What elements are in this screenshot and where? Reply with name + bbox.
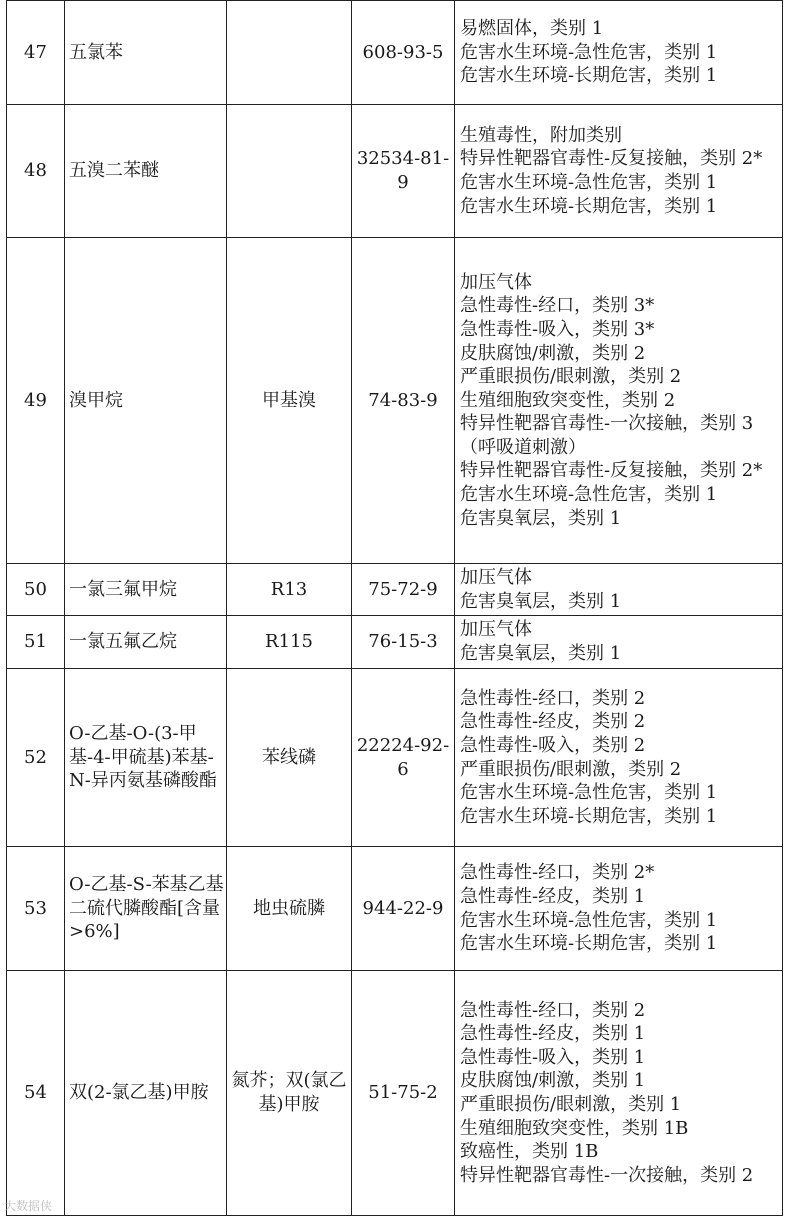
row-number: 49: [7, 238, 65, 564]
hazard-item: 生殖毒性，附加类别: [460, 124, 622, 146]
hazard-classification: [455, 616, 783, 669]
hazard-item: 生殖细胞致突变性，类别 1B: [460, 1117, 689, 1139]
hazard-classification: [455, 971, 783, 1216]
table-body: [7, 1, 783, 1216]
cas-number: 608-93-5: [352, 1, 455, 105]
hazard-item: 危害水生环境-急性危害，类别 1: [460, 484, 718, 506]
hazard-item: 特异性靶器官毒性-一次接触，类别 2: [460, 1164, 754, 1186]
table-row: [7, 847, 783, 971]
hazard-item: 危害臭氧层，类别 1: [460, 643, 622, 664]
table-row: [7, 1, 783, 105]
hazard-item: 急性毒性-经口，类别 2*: [460, 862, 655, 884]
chemical-alias: [227, 105, 352, 238]
hazard-item: 危害水生环境-长期危害，类别 1: [460, 805, 718, 827]
hazard-item: 急性毒性-吸入，类别 3*: [460, 318, 655, 340]
hazard-item: 危害水生环境-长期危害，类别 1: [460, 195, 718, 217]
cas-number: 944-22-9: [352, 847, 455, 971]
chemical-name: O-乙基-O-(3-甲基-4-甲硫基)苯基-N-异丙氨基磷酸酯: [65, 669, 227, 847]
table-row: [7, 616, 783, 669]
hazard-item: 特异性靶器官毒性-反复接触，类别 2*: [460, 460, 763, 482]
hazard-item: 危害水生环境-急性危害，类别 1: [460, 41, 718, 63]
hazard-item: 危害水生环境-急性危害，类别 1: [460, 782, 718, 804]
watermark: 大数据侠: [4, 1199, 53, 1213]
chemical-alias: [227, 1, 352, 105]
hazardous-chemicals-table: [6, 0, 783, 1216]
hazard-item: 特异性靶器官毒性-一次接触，类别 3（呼吸道刺激）: [460, 413, 754, 458]
cas-number: 51-75-2: [352, 971, 455, 1216]
cas-number: 22224-92-6: [352, 669, 455, 847]
hazard-item: 危害水生环境-长期危害，类别 1: [460, 933, 718, 955]
hazard-item: 急性毒性-经口，类别 2: [460, 687, 646, 709]
chemical-name: 双(2-氯乙基)甲胺: [65, 971, 227, 1216]
hazard-item: 生殖细胞致突变性，类别 2: [460, 389, 676, 411]
hazard-item: 急性毒性-经皮，类别 1: [460, 1023, 646, 1045]
chemical-name: 五溴二苯醚: [65, 105, 227, 238]
cas-number: 32534-81-9: [352, 105, 455, 238]
chemical-name: 溴甲烷: [65, 238, 227, 564]
hazard-item: 危害臭氧层，类别 1: [460, 590, 622, 612]
hazard-item: 危害水生环境-长期危害，类别 1: [460, 65, 718, 87]
chemical-alias: R115: [227, 616, 352, 669]
cas-number: 76-15-3: [352, 616, 455, 669]
chemical-alias: 氮芥；双(氯乙基)甲胺: [227, 971, 352, 1216]
chemical-alias: 甲基溴: [227, 238, 352, 564]
row-number: 54: [7, 971, 65, 1216]
hazard-item: 特异性靶器官毒性-反复接触，类别 2*: [460, 148, 763, 170]
hazard-item: 急性毒性-吸入，类别 1: [460, 1046, 646, 1068]
row-number: 50: [7, 564, 65, 616]
hazard-item: 加压气体: [460, 271, 532, 293]
chemical-name: 一氯三氟甲烷: [65, 564, 227, 616]
cas-number: 74-83-9: [352, 238, 455, 564]
hazard-item: 加压气体: [460, 619, 532, 641]
hazard-item: 严重眼损伤/眼刺激，类别 2: [460, 758, 682, 780]
hazard-item: 严重眼损伤/眼刺激，类别 1: [460, 1094, 682, 1115]
row-number: 53: [7, 847, 65, 971]
hazard-item: 皮肤腐蚀/刺激，类别 2: [460, 342, 646, 364]
hazard-classification: [455, 1, 783, 105]
hazard-item: 加压气体: [460, 566, 532, 588]
hazard-item: 危害水生环境-急性危害，类别 1: [460, 172, 718, 193]
table-row: [7, 971, 783, 1216]
chemical-alias: 苯线磷: [227, 669, 352, 847]
hazard-item: 急性毒性-经口，类别 2: [460, 999, 646, 1021]
hazard-classification: [455, 847, 783, 971]
chemical-name: O-乙基-S-苯基乙基二硫代膦酸酯[含量>6%]: [65, 847, 227, 971]
hazard-item: 致癌性，类别 1B: [460, 1141, 599, 1163]
hazard-classification: [455, 238, 783, 564]
chemical-alias: R13: [227, 564, 352, 616]
hazard-classification: [455, 564, 783, 616]
row-number: 52: [7, 669, 65, 847]
hazard-item: 急性毒性-经口，类别 3*: [460, 295, 655, 317]
chemical-name: 一氯五氟乙烷: [65, 616, 227, 669]
table-row: [7, 105, 783, 238]
hazard-item: 易燃固体，类别 1: [460, 18, 604, 40]
row-number: 47: [7, 1, 65, 105]
hazard-item: 急性毒性-吸入，类别 2: [460, 734, 646, 756]
hazard-item: 急性毒性-经皮，类别 1: [460, 885, 646, 907]
hazard-item: 严重眼损伤/眼刺激，类别 2: [460, 366, 682, 388]
hazard-item: 急性毒性-经皮，类别 2: [460, 711, 646, 733]
table-row: [7, 669, 783, 847]
hazard-item: 危害臭氧层，类别 1: [460, 507, 622, 529]
row-number: 48: [7, 105, 65, 238]
table-row: [7, 564, 783, 616]
chemical-name: 五氯苯: [65, 1, 227, 105]
hazard-item: 危害水生环境-急性危害，类别 1: [460, 909, 718, 931]
chemical-alias: 地虫硫膦: [227, 847, 352, 971]
table-row: [7, 238, 783, 564]
hazard-classification: [455, 669, 783, 847]
cas-number: 75-72-9: [352, 564, 455, 616]
hazard-item: 皮肤腐蚀/刺激，类别 1: [460, 1070, 646, 1092]
hazard-classification: [455, 105, 783, 238]
row-number: 51: [7, 616, 65, 669]
